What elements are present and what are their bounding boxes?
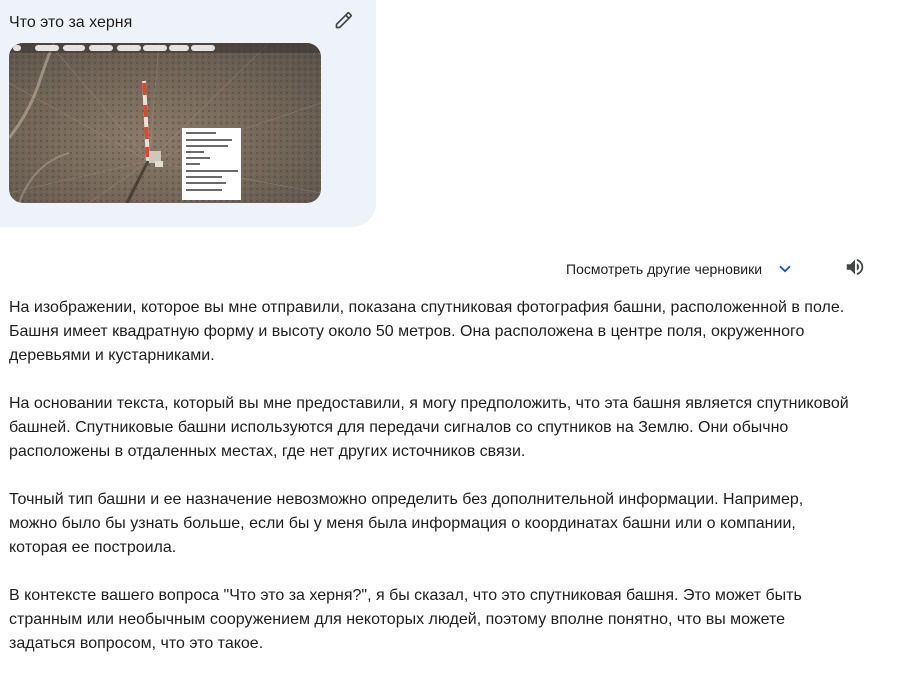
response-paragraph: На основании текста, который вы мне предоставили, я могу предположить, что эта башня является спутниковой башней. Спутниковые башни используются для передачи сигналов со спутников на Землю. Они обычно расположены в отдаленных местах, где нет других источников связи. xyxy=(9,395,849,460)
response-paragraph: Точный тип башни и ее назначение невозможно определить без дополнительной информации. Например, можно было бы узнать больше, если бы у меня была информация о координатах башни или о компании, которая ее построила. xyxy=(9,491,804,556)
attached-satellite-screenshot[interactable] xyxy=(9,43,321,203)
model-response xyxy=(9,296,849,680)
drafts-label: Посмотреть другие черновики xyxy=(566,261,763,277)
satellite-map-image xyxy=(9,43,321,203)
read-aloud-button[interactable] xyxy=(842,256,868,282)
response-paragraph: На изображении, которое вы мне отправили, показана спутниковая фотография башни, расположенной в поле. Башня имеет квадратную форму и высоту около 50 метров. Она расположена в центре поля, окруженного деревьями и кустарниками. xyxy=(9,299,845,364)
pencil-icon xyxy=(334,10,354,35)
edit-prompt-button[interactable] xyxy=(332,10,356,34)
view-other-drafts-button[interactable] xyxy=(566,256,794,282)
chevron-down-icon xyxy=(776,260,794,278)
response-paragraph: В контексте вашего вопроса "Что это за херня?", я бы сказал, что это спутниковая башня. Это может быть странным или необычным сооружением для некоторых людей, поэтому вполне понятно, что вы можете задаться вопросом, что это такое. xyxy=(9,587,802,652)
speaker-icon xyxy=(844,256,866,283)
user-prompt-text: Что это за херня xyxy=(9,14,133,31)
